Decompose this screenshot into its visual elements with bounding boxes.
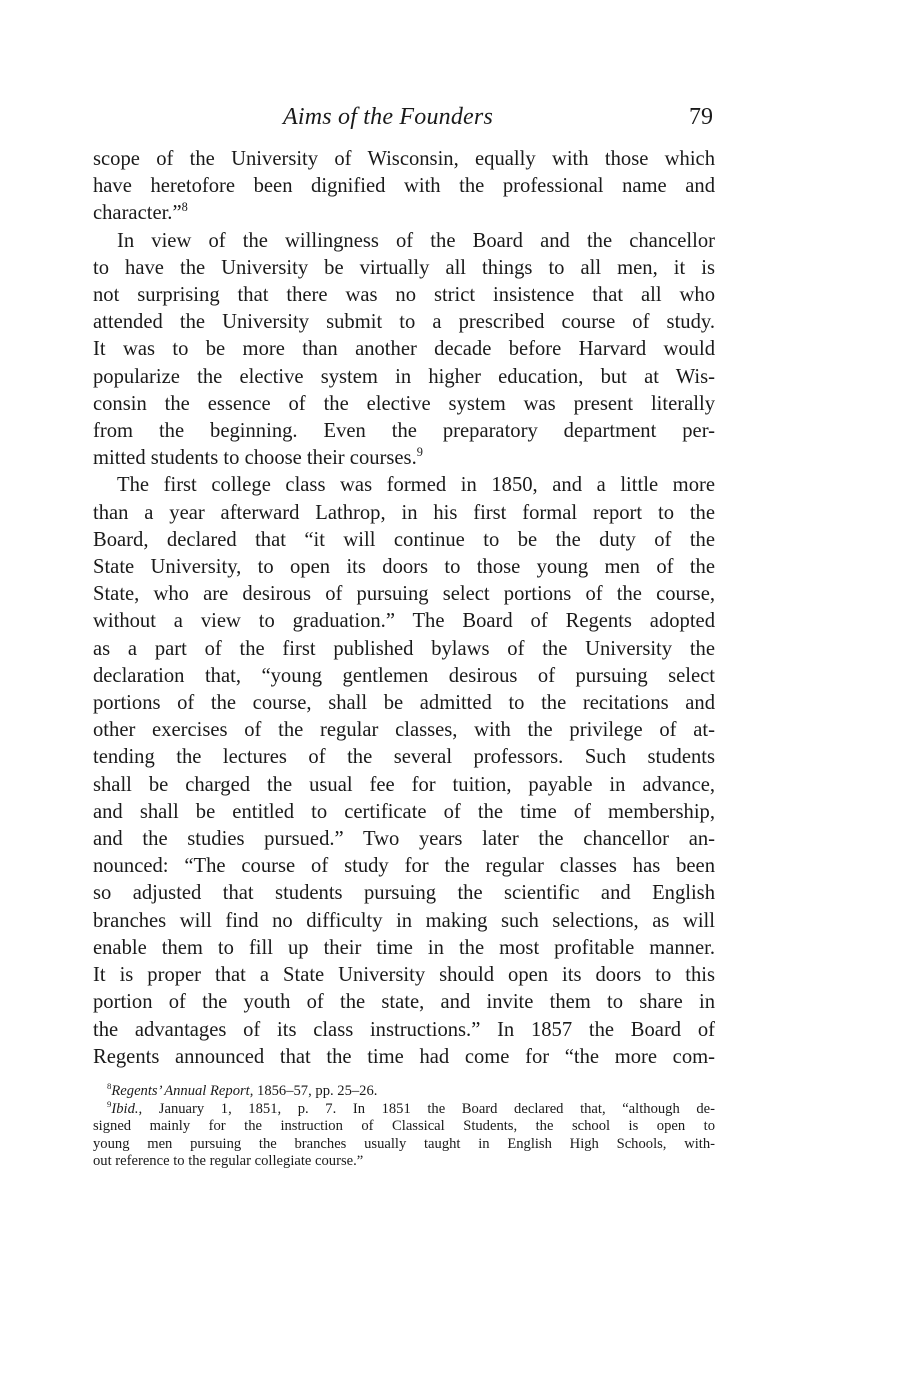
footnote-citation-title: Regents’ Annual Report,	[111, 1083, 254, 1099]
footnote-line	[93, 1153, 715, 1171]
text-line-content: other exercises of the regular classes, with the privilege of at-	[93, 719, 715, 742]
text-line-content: mitted students to choose their courses.	[93, 447, 417, 470]
text-line-content: Regents announced that the time had come for “the more com-	[93, 1045, 715, 1068]
text-line	[93, 717, 715, 744]
text-line	[93, 309, 715, 336]
text-line	[93, 663, 715, 690]
text-line	[93, 364, 715, 391]
text-line	[93, 880, 715, 907]
text-line-content: so adjusted that students pursuing the scientific and English	[93, 882, 715, 905]
text-line-content: portions of the course, shall be admitted to the recitations and	[93, 692, 715, 715]
text-line	[93, 1017, 715, 1044]
text-line	[93, 445, 715, 472]
text-line	[93, 173, 715, 200]
text-line-content: tending the lectures of the several professors. Such students	[93, 746, 715, 769]
text-line	[93, 908, 715, 935]
text-line	[93, 744, 715, 771]
text-line-content: without a view to graduation.” The Board of Regents adopted	[93, 610, 715, 633]
text-line-content: The first college class was formed in 1850, and a little more	[117, 474, 715, 497]
footnote-number: 8	[107, 1081, 112, 1092]
text-line-content: nounced: “The course of study for the regular classes has been	[93, 855, 715, 878]
text-line-content: the advantages of its class instructions.” In 1857 the Board of	[93, 1018, 715, 1041]
text-line-content: and shall be entitled to certificate of the time of membership,	[93, 800, 715, 823]
body-text	[93, 146, 715, 1071]
text-line	[93, 935, 715, 962]
text-line-content: character.”	[93, 202, 182, 225]
text-line	[93, 500, 715, 527]
text-line	[93, 989, 715, 1016]
text-line-content: and the studies pursued.” Two years later the chancellor an-	[93, 828, 715, 851]
text-line-content: branches will find no difficulty in making such selections, as will	[93, 909, 715, 932]
text-line-content: from the beginning. Even the preparatory department per-	[93, 420, 715, 443]
footnote-line	[93, 1083, 715, 1101]
text-line	[93, 228, 715, 255]
text-line	[93, 418, 715, 445]
text-line	[93, 282, 715, 309]
text-line	[93, 146, 715, 173]
footnote-text: out reference to the regular collegiate course.”	[93, 1153, 364, 1170]
text-line-content: attended the University submit to a prescribed course of study.	[93, 311, 715, 334]
text-line-content: shall be charged the usual fee for tuition, payable in advance,	[93, 773, 715, 796]
footnotes	[93, 1083, 715, 1171]
footnote-number: 9	[107, 1098, 112, 1109]
text-line-content: declaration that, “young gentlemen desirous of pursuing select	[93, 664, 715, 687]
text-line	[93, 336, 715, 363]
text-line-content: not surprising that there was no strict insistence that all who	[93, 284, 715, 307]
text-line	[93, 1044, 715, 1071]
footnote-text: young men pursuing the branches usually taught in English High Schools, with-	[93, 1135, 715, 1152]
text-line	[93, 554, 715, 581]
text-line-content: portion of the youth of the state, and invite them to share in	[93, 991, 715, 1014]
text-line-content: popularize the elective system in higher education, but at Wis-	[93, 365, 715, 388]
footnote-line	[93, 1098, 715, 1119]
text-line	[93, 690, 715, 717]
running-title: Aims of the Founders	[283, 104, 493, 130]
footnote-text: signed mainly for the instruction of Classical Students, the school is open to	[93, 1118, 715, 1135]
text-line-content: consin the essence of the elective system was present literally	[93, 392, 715, 415]
footnote-citation-title: Ibid.,	[111, 1100, 143, 1117]
footnote-reference: 9	[416, 445, 423, 460]
text-line-content: It is proper that a State University should open its doors to this	[93, 964, 715, 987]
text-line-content: enable them to fill up their time in the most profitable manner.	[93, 936, 715, 959]
text-line	[93, 472, 715, 499]
running-header	[93, 104, 713, 138]
footnote-line	[93, 1136, 715, 1154]
text-line	[93, 255, 715, 282]
footnote-reference: 8	[181, 200, 188, 215]
footnote-text: January 1, 1851, p. 7. In 1851 the Board declared that, “although de-	[142, 1100, 715, 1117]
text-line-content: have heretofore been dignified with the professional name and	[93, 175, 715, 198]
text-line-content: as a part of the first published bylaws of the University the	[93, 637, 715, 660]
text-line	[93, 853, 715, 880]
footnote-text: 1856–57, pp. 25–26.	[253, 1083, 378, 1099]
text-line	[93, 608, 715, 635]
page-number: 79	[689, 104, 713, 130]
text-line	[93, 391, 715, 418]
text-line-content: State University, to open its doors to those young men of the	[93, 556, 715, 579]
footnote-line	[93, 1118, 715, 1136]
text-line	[93, 772, 715, 799]
text-line	[93, 200, 715, 227]
text-line-content: than a year afterward Lathrop, in his first formal report to the	[93, 501, 715, 524]
text-line-content: It was to be more than another decade before Harvard would	[93, 338, 715, 361]
text-line	[93, 581, 715, 608]
text-line	[93, 826, 715, 853]
text-line	[93, 962, 715, 989]
text-line	[93, 636, 715, 663]
text-line	[93, 799, 715, 826]
text-line-content: Board, declared that “it will continue to be the duty of the	[93, 528, 715, 551]
text-line-content: In view of the willingness of the Board and the chancellor	[117, 229, 715, 252]
text-line-content: to have the University be virtually all things to all men, it is	[93, 256, 715, 279]
text-line-content: State, who are desirous of pursuing select portions of the course,	[93, 583, 715, 606]
text-line	[93, 527, 715, 554]
text-line-content: scope of the University of Wisconsin, equally with those which	[93, 148, 715, 170]
